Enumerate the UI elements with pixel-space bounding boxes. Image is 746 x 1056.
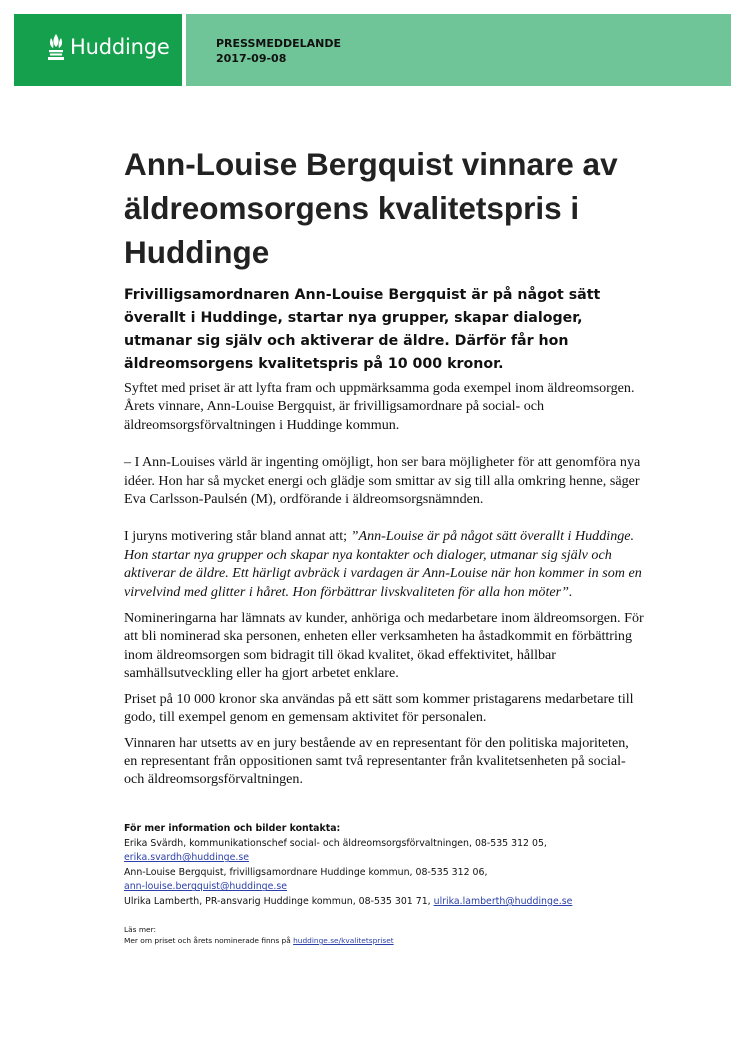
huddinge-logo: [46, 32, 170, 62]
jury-quote: ”Ann-Louise är på något sätt överallt i Huddinge. Hon startar nya grupper och skapar nya kontakter och dialoger, utmanar sig själv och aktiverar de äldre. Ett härligt avbräck i vardagen är Ann-Louise när hon kommer in som en virvelvind med glitter i håret. Hon förbättrar livskvaliteten för alla hon möter”.: [124, 528, 642, 600]
contact-3-email-link[interactable]: ulrika.lamberth@huddinge.se: [433, 895, 573, 907]
contact-title: För mer information och bilder kontakta:: [124, 823, 341, 834]
contact-1-text: Erika Svärdh, kommunikationschef social- och äldreomsorgsförvaltningen, 08-535 312 05,: [124, 837, 547, 849]
press-release-header: [216, 36, 341, 66]
contact-2-email-link[interactable]: ann-louise.bergquist@huddinge.se: [124, 881, 288, 893]
jury-intro: I juryns motivering står bland annat att;: [124, 528, 351, 545]
contact-block: [124, 822, 664, 910]
body-paragraph-2: – I Ann-Louises värld är ingenting omöjligt, hon ser bara möjligheter för att genomföra nya idéer. Hon har så mycket energi och glädje som smittar av sig till alla omkring henne, säger Eva Carlsson-Paulsén (M), ordförande i äldreomsorgsnämnden.: [124, 454, 641, 508]
huddinge-emblem-icon: [46, 32, 66, 62]
contact-2-text: Ann-Louise Bergquist, frivilligsamordnare Huddinge kommun, 08-535 312 06,: [124, 866, 488, 878]
article-body: [124, 379, 644, 789]
press-label: PRESSMEDDELANDE: [216, 37, 342, 50]
contact-1-email-link[interactable]: erika.svardh@huddinge.se: [124, 852, 250, 864]
body-paragraph-4: Nomineringarna har lämnats av kunder, anhöriga och medarbetare inom äldreomsorgen. För att bli nominerad ska personen, enheten eller verksamheten ha åstadkommit en förbättring inom äldreomsorgen som bidragit till ökad kvalitet, ökad effektivitet, hållbar samhällsutveckling eller ha gjort arbetet enklare.: [124, 610, 644, 682]
body-paragraph-6: Vinnaren har utsetts av en jury bestående av en representant för den politiska majoriteten, en representant från oppositionen samt två representanter från kvalitetsenheten på social- och äldreomsorgsförvaltningen.: [124, 734, 629, 788]
logo-wordmark: Huddinge: [70, 35, 170, 59]
read-more-block: [124, 924, 664, 946]
read-more-text: Mer om priset och årets nominerade finns på: [124, 936, 294, 945]
read-more-link[interactable]: huddinge.se/kvalitetspriset: [293, 936, 394, 945]
body-paragraph-3: [124, 527, 644, 601]
read-more-label: Läs mer:: [124, 925, 156, 934]
press-date: 2017-09-08: [216, 52, 287, 65]
page-title: Ann-Louise Bergquist vinnare av äldreomsorgens kvalitetspris i Huddinge: [124, 146, 618, 270]
body-paragraph-1: Syftet med priset är att lyfta fram och uppmärksamma goda exempel inom äldreomsorgen. Årets vinnare, Ann-Louise Bergquist, är frivilligsamordnare på social- och äldreomsorgsförvaltningen i Huddinge kommun.: [124, 380, 635, 433]
body-paragraph-5: Priset på 10 000 kronor ska användas på ett sätt som kommer pristagarens medarbetare till godo, till exempel genom en gemensam aktivitet för personalen.: [124, 690, 634, 726]
contact-3-text: Ulrika Lamberth, PR-ansvarig Huddinge kommun, 08-535 301 71,: [124, 895, 434, 907]
lead-paragraph: Frivilligsamordnaren Ann-Louise Bergquist är på något sätt överallt i Huddinge, startar nya grupper, skapar dialoger, utmanar sig själv och aktiverar de äldre. Därför får hon äldreomsorgens kvalitetspris på 10 000 kronor.: [124, 287, 601, 372]
